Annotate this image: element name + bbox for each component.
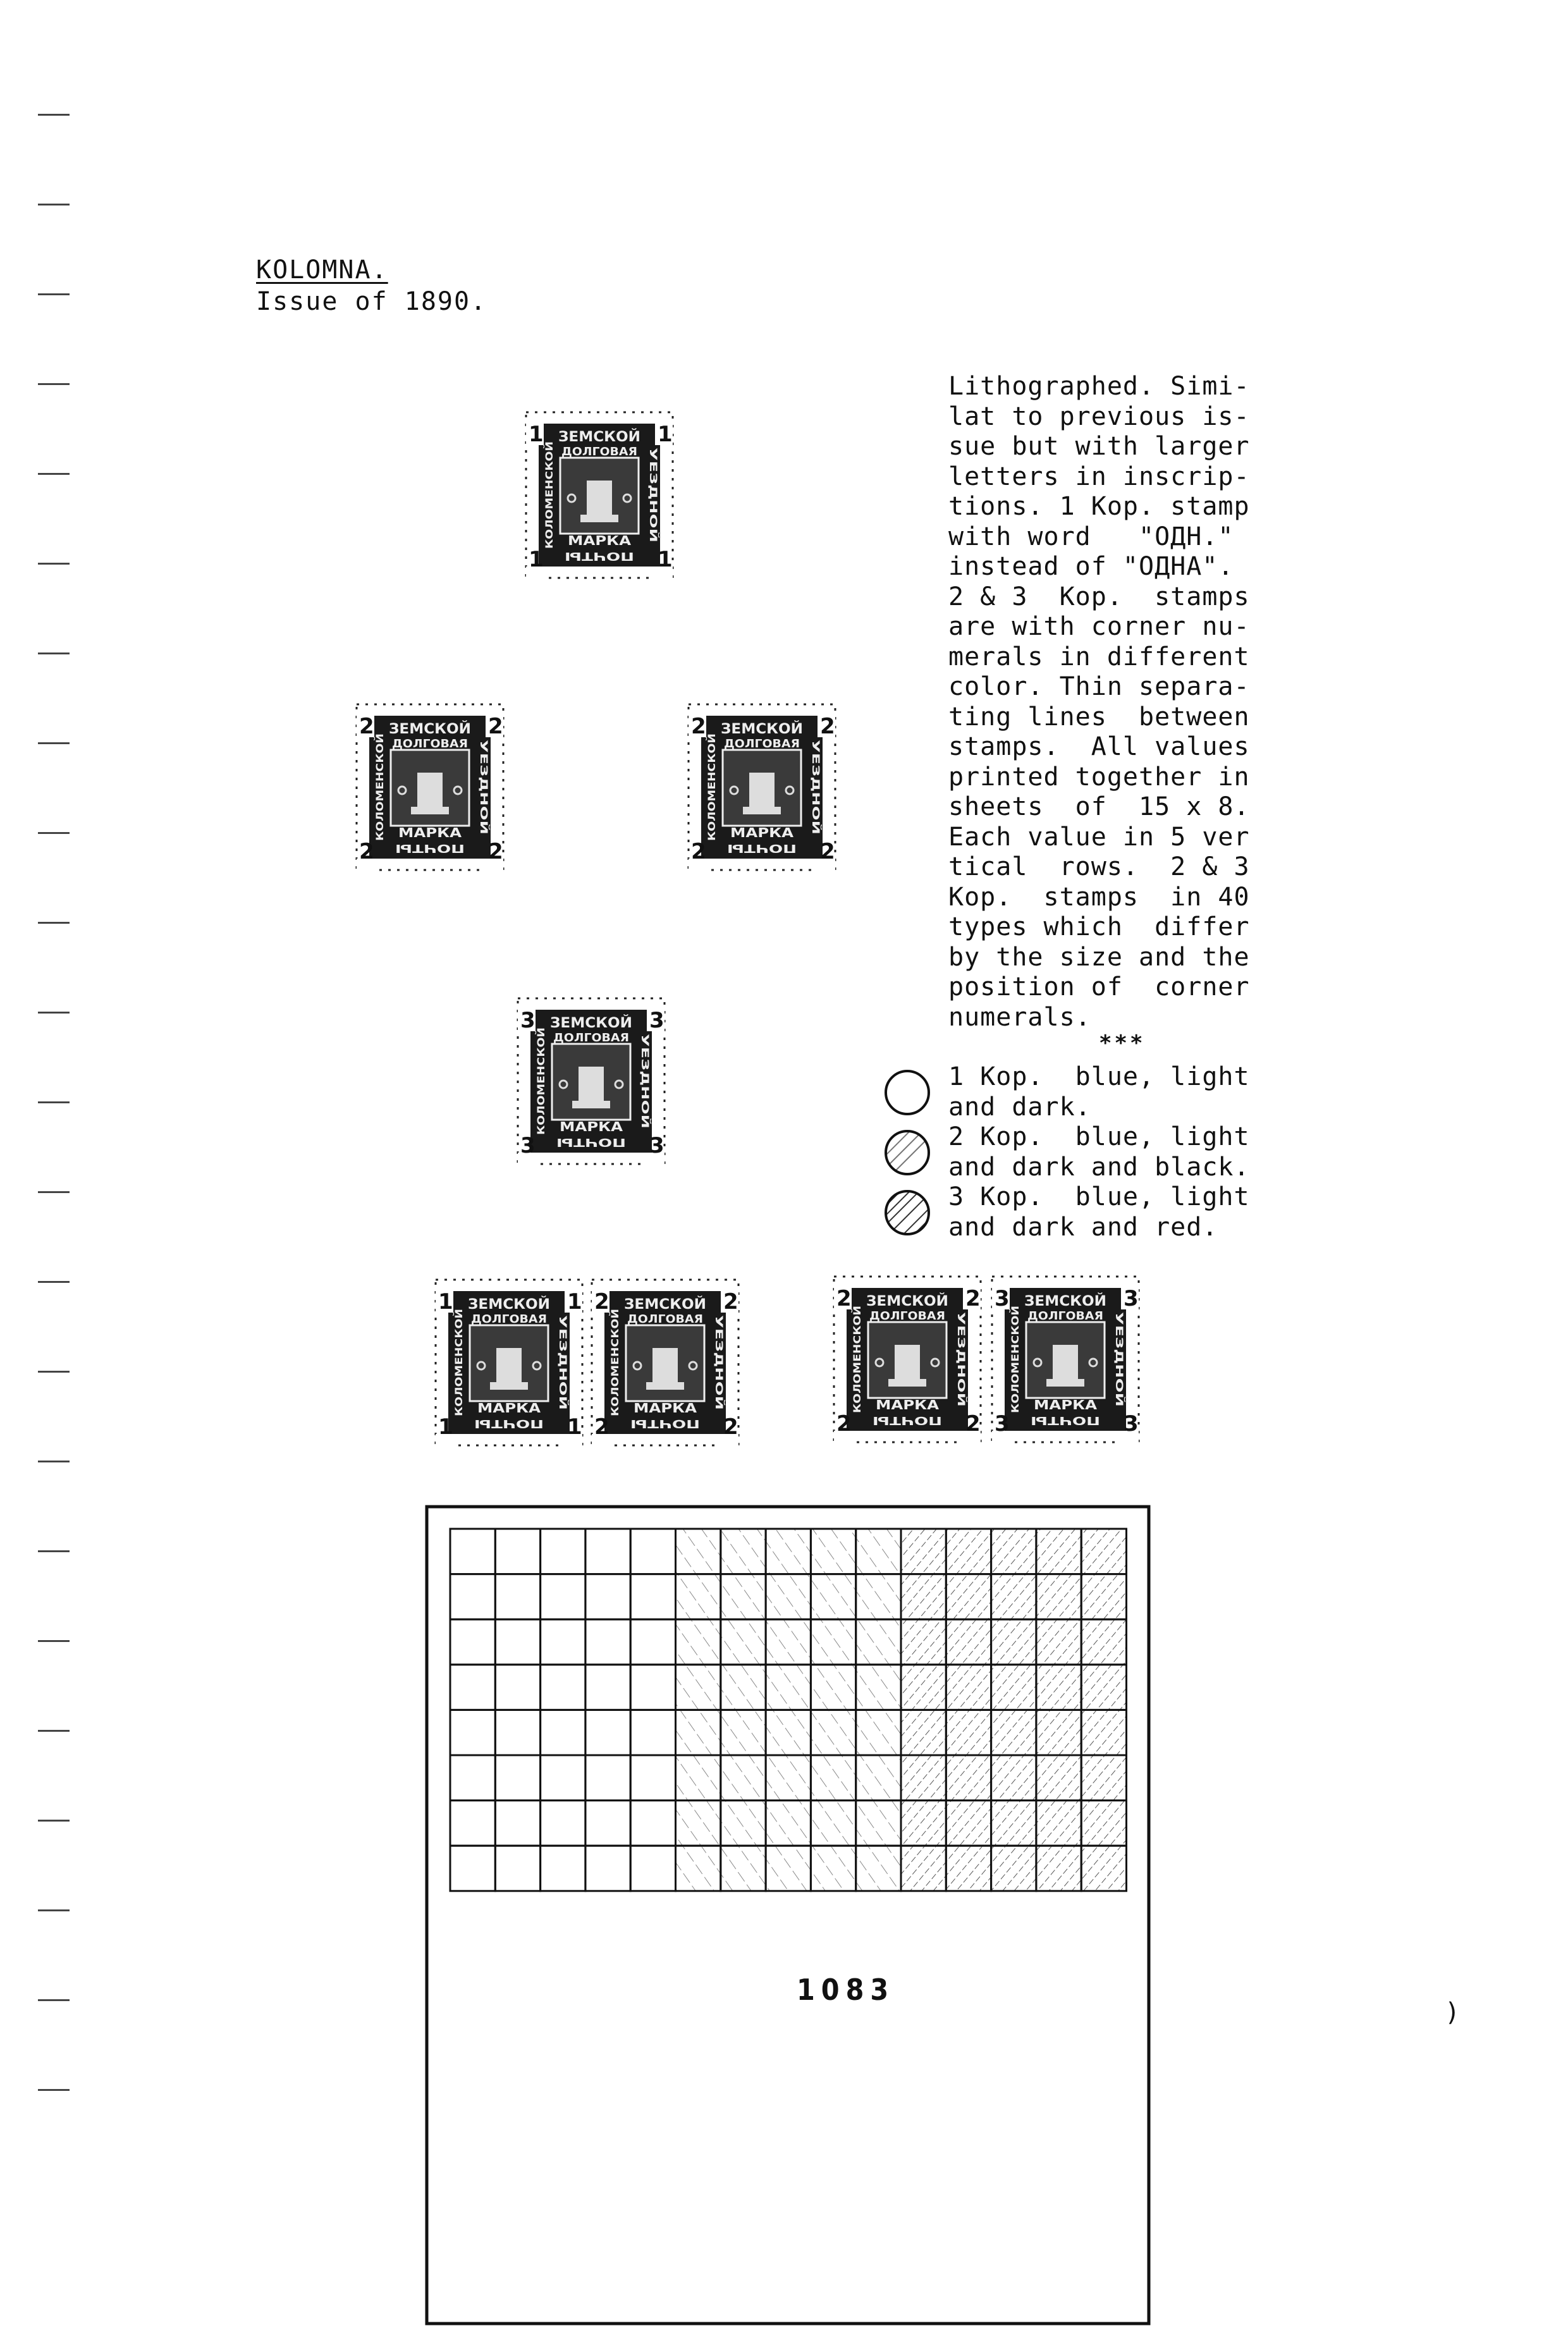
sheet-cell — [721, 1801, 766, 1846]
sheet-cell — [450, 1710, 495, 1755]
sheet-cell — [946, 1801, 991, 1846]
stamp-right-text: УЕЗДНОЙ — [557, 1315, 569, 1366]
sheet-cell — [856, 1801, 901, 1846]
sheet-grid — [425, 1505, 1151, 2325]
sheet-cell — [676, 1529, 721, 1574]
stamp-2kop-a — [354, 702, 506, 875]
sheet-cell — [541, 1846, 585, 1891]
sheet-cell — [721, 1755, 766, 1801]
sheet-cell — [495, 1846, 540, 1891]
tower-base — [888, 1379, 926, 1387]
sheet-cell — [946, 1755, 991, 1801]
stamp-left-text: КОЛОМЕНСКОЙ — [535, 1051, 547, 1135]
sheet-cell — [991, 1619, 1036, 1665]
margin-tick — [38, 832, 70, 834]
sheet-cell — [766, 1755, 811, 1801]
tower-emblem — [417, 773, 443, 807]
stamp-3kop — [515, 996, 667, 1169]
margin-tick — [38, 1550, 70, 1552]
stamp-image — [354, 702, 506, 873]
place-title: KOLOMNA. — [256, 255, 388, 285]
stamp-right-text: УЕЗДНОЙ — [810, 740, 822, 791]
corner-numeral: 2 — [965, 1411, 981, 1437]
sheet-cell — [495, 1529, 540, 1574]
sheet-cell — [541, 1619, 585, 1665]
sheet-cell — [901, 1619, 946, 1665]
sheet-cell — [946, 1619, 991, 1665]
stamp-left-text: КОЛОМЕНСКОЙ — [543, 465, 555, 549]
sheet-cell — [1081, 1755, 1126, 1801]
sheet-cell — [766, 1665, 811, 1710]
stamp-left-text: КОЛОМЕНСКОЙ — [609, 1333, 621, 1416]
issue-subtitle: Issue of 1890. — [256, 287, 487, 316]
sheet-cell — [585, 1846, 630, 1891]
sheet-cell — [1036, 1529, 1081, 1574]
sheet-cell — [811, 1846, 855, 1891]
sheet-cell — [1036, 1619, 1081, 1665]
stamp-inner-text: ПОЧТЫ — [395, 842, 465, 855]
corner-numeral: 2 — [691, 839, 706, 864]
stamp-image — [524, 410, 675, 580]
legend-item-2kop — [882, 1122, 1306, 1182]
corner-numeral: 2 — [594, 1289, 609, 1314]
sheet-cell — [946, 1665, 991, 1710]
sheet-cell — [946, 1846, 991, 1891]
stamp-right-text: УЕЗДНОЙ — [639, 1034, 651, 1085]
sheet-cell — [901, 1665, 946, 1710]
sheet-cell — [856, 1755, 901, 1801]
corner-numeral: 2 — [836, 1411, 852, 1437]
stamp-top-text: ЗЕМСКОЙ — [468, 1297, 539, 1313]
pair-stamp-3kop — [989, 1274, 1141, 1447]
margin-tick — [38, 1461, 70, 1462]
sheet-cell — [946, 1529, 991, 1574]
light-hatched-circle-icon — [882, 1127, 933, 1178]
sheet-cell — [901, 1574, 946, 1620]
sheet-cell — [676, 1574, 721, 1620]
stamp-middle-text: ДОЛГОВАЯ — [553, 1031, 629, 1045]
sheet-cell — [991, 1801, 1036, 1846]
sheet-cell — [676, 1619, 721, 1665]
margin-tick — [38, 114, 70, 116]
stamp-left-text: КОЛОМЕНСКОЙ — [453, 1333, 465, 1416]
stamp-middle-text: ДОЛГОВАЯ — [1027, 1309, 1103, 1323]
legend-label: 1 Kop. blue, light and dark. — [948, 1062, 1250, 1122]
corner-numeral: 2 — [836, 1286, 852, 1311]
sheet-cell — [991, 1846, 1036, 1891]
corner-numeral: 3 — [1124, 1411, 1139, 1437]
sheet-cell — [1081, 1710, 1126, 1755]
margin-tick — [38, 1909, 70, 1911]
margin-tick — [38, 1640, 70, 1642]
sheet-layout-diagram — [425, 1505, 1151, 2325]
sheet-cell — [450, 1755, 495, 1801]
corner-numeral: 3 — [1124, 1286, 1139, 1311]
sheet-cell — [1081, 1846, 1126, 1891]
stamp-top-text: ЗЕМСКОЙ — [866, 1294, 937, 1309]
sheet-cell — [856, 1665, 901, 1710]
stamp-right-text: УЕЗДНОЙ — [478, 740, 490, 791]
stamp-bottom-text: МАРКА — [730, 825, 794, 840]
sheet-cell — [541, 1574, 585, 1620]
sheet-cell — [676, 1710, 721, 1755]
stamp-middle-text: ДОЛГОВАЯ — [724, 737, 800, 750]
sheet-cell — [721, 1619, 766, 1665]
margin-tick — [38, 922, 70, 924]
sheet-cell — [901, 1755, 946, 1801]
sheet-cell — [811, 1801, 855, 1846]
sheet-cell — [585, 1619, 630, 1665]
sheet-cell — [585, 1710, 630, 1755]
sheet-cell — [630, 1710, 675, 1755]
stamp-top-text: ЗЕМСКОЙ — [558, 429, 629, 445]
sheet-cell — [1036, 1801, 1081, 1846]
margin-tick — [38, 204, 70, 205]
sheet-cell — [811, 1574, 855, 1620]
stamp-bottom-text: МАРКА — [876, 1397, 940, 1412]
corner-numeral: 3 — [995, 1411, 1010, 1437]
sheet-cell — [495, 1574, 540, 1620]
corner-numeral: 2 — [594, 1414, 609, 1440]
stamp-image — [831, 1274, 983, 1445]
corner-numeral: 2 — [359, 839, 374, 864]
corner-numeral: 1 — [567, 1414, 582, 1440]
stamp-top-text: ЗЕМСКОЙ — [624, 1297, 695, 1313]
sheet-cell — [901, 1710, 946, 1755]
dense-hatched-circle-icon — [882, 1187, 933, 1238]
margin-tick — [38, 563, 70, 565]
corner-numeral: 1 — [658, 422, 673, 447]
page-heading — [256, 254, 487, 317]
corner-numeral: 2 — [691, 714, 706, 739]
corner-numeral: 3 — [995, 1286, 1010, 1311]
sheet-cell — [991, 1529, 1036, 1574]
legend-item-1kop — [882, 1062, 1306, 1122]
sheet-cell — [630, 1665, 675, 1710]
stamp-2kop-b — [686, 702, 838, 875]
stamp-right-text: УЕЗДНОЙ — [713, 1315, 725, 1366]
sheet-cell — [901, 1529, 946, 1574]
tower-base — [490, 1382, 528, 1390]
corner-numeral: 3 — [520, 1008, 536, 1033]
margin-tick — [38, 2089, 70, 2091]
corner-numeral: 1 — [567, 1289, 582, 1314]
sheet-cell — [585, 1574, 630, 1620]
sheet-cell — [766, 1529, 811, 1574]
stamp-inner-text: ПОЧТЫ — [556, 1136, 626, 1149]
sheet-cell — [991, 1710, 1036, 1755]
margin-tick — [38, 383, 70, 385]
stamp-inner-text: ПОЧТЫ — [727, 842, 797, 855]
sheet-cell — [991, 1574, 1036, 1620]
sheet-cell — [676, 1755, 721, 1801]
corner-numeral: 3 — [649, 1008, 665, 1033]
stamp-right-text: УЕЗДНОЙ — [647, 448, 659, 499]
stamp-image — [686, 702, 838, 873]
margin-tick — [38, 1820, 70, 1822]
tower-base — [580, 515, 618, 522]
sheet-cell — [630, 1801, 675, 1846]
sheet-cell — [766, 1574, 811, 1620]
tower-base — [646, 1382, 684, 1390]
sheet-cell — [495, 1710, 540, 1755]
sheet-cell — [450, 1846, 495, 1891]
stamp-inner-text: ПОЧТЫ — [1031, 1414, 1100, 1427]
sheet-cell — [585, 1529, 630, 1574]
sheet-cell — [450, 1529, 495, 1574]
sheet-cell — [630, 1846, 675, 1891]
sheet-cell — [856, 1529, 901, 1574]
corner-numeral: 2 — [488, 839, 503, 864]
tower-base — [743, 807, 781, 814]
sheet-cell — [630, 1755, 675, 1801]
sheet-cell — [811, 1529, 855, 1574]
page-number: 1083 — [797, 1973, 895, 2007]
margin-tick — [38, 1012, 70, 1014]
sheet-cell — [856, 1710, 901, 1755]
tower-base — [572, 1101, 610, 1108]
sheet-cell — [495, 1665, 540, 1710]
sheet-cell — [541, 1529, 585, 1574]
corner-numeral: 2 — [820, 839, 835, 864]
stamp-bottom-text: МАРКА — [568, 533, 632, 548]
sheet-cell — [585, 1755, 630, 1801]
stamp-image — [433, 1277, 585, 1448]
margin-tick — [38, 1999, 70, 2001]
stamp-middle-text: ДОЛГОВАЯ — [869, 1309, 945, 1323]
tower-base — [411, 807, 449, 814]
stamp-left-text: КОЛОМЕНСКОЙ — [851, 1330, 863, 1413]
sheet-cell — [721, 1846, 766, 1891]
stamp-bottom-text: МАРКА — [398, 825, 462, 840]
stamp-left-text: КОЛОМЕНСКОЙ — [1009, 1330, 1021, 1413]
sheet-cell — [901, 1801, 946, 1846]
tower-base — [1046, 1379, 1084, 1387]
margin-tick — [38, 1191, 70, 1193]
sheet-cell — [495, 1619, 540, 1665]
sheet-cell — [1081, 1574, 1126, 1620]
stamp-bottom-text: МАРКА — [477, 1400, 541, 1416]
stamp-left-text: КОЛОМЕНСКОЙ — [706, 757, 718, 841]
margin-tick — [38, 652, 70, 654]
sheet-cell — [721, 1665, 766, 1710]
sheet-cell — [1036, 1574, 1081, 1620]
sheet-cell — [766, 1710, 811, 1755]
sheet-cell — [630, 1574, 675, 1620]
sheet-cell — [856, 1574, 901, 1620]
tower-emblem — [652, 1348, 678, 1382]
stamp-middle-text: ДОЛГОВАЯ — [392, 737, 468, 750]
sheet-cell — [630, 1529, 675, 1574]
sheet-cell — [946, 1710, 991, 1755]
sheet-cell — [766, 1619, 811, 1665]
stamp-inner-text: ПОЧТЫ — [630, 1417, 700, 1430]
corner-numeral: 3 — [520, 1133, 536, 1158]
sheet-cell — [676, 1665, 721, 1710]
corner-numeral: 2 — [359, 714, 374, 739]
margin-tick — [38, 293, 70, 295]
stamp-top-text: ЗЕМСКОЙ — [1024, 1294, 1095, 1309]
corner-numeral: 2 — [488, 714, 503, 739]
section-separator: *** — [1099, 1031, 1146, 1056]
sheet-cell — [1081, 1801, 1126, 1846]
sheet-cell — [1081, 1529, 1126, 1574]
tower-emblem — [587, 481, 612, 515]
sheet-cell — [585, 1665, 630, 1710]
corner-numeral: 1 — [438, 1414, 453, 1440]
sheet-cell — [721, 1529, 766, 1574]
sheet-cell — [676, 1801, 721, 1846]
pair-stamp-2kop-b — [831, 1274, 983, 1447]
margin-mark: ) — [1445, 1998, 1461, 2027]
tower-emblem — [579, 1067, 604, 1101]
sheet-cell — [450, 1665, 495, 1710]
sheet-cell — [541, 1801, 585, 1846]
margin-tick — [38, 1730, 70, 1732]
sheet-cell — [450, 1574, 495, 1620]
margin-tick — [38, 473, 70, 475]
stamp-middle-text: ДОЛГОВАЯ — [471, 1313, 547, 1326]
sheet-cell — [495, 1755, 540, 1801]
margin-tick — [38, 1371, 70, 1373]
corner-numeral: 1 — [529, 422, 544, 447]
sheet-cell — [495, 1801, 540, 1846]
stamp-middle-text: ДОЛГОВАЯ — [627, 1313, 703, 1326]
sheet-cell — [991, 1665, 1036, 1710]
issue-description: Lithographed. Simi- lat to previous is- sue but with larger letters in inscrip- tions. 1 Kop. stamp with word "ОДН." instead of "ОДНА". 2 & 3 Kop. stamps are with corner nu- merals in different color. Thin separa- ting lines between stamps. All values printed together in sheets of 15 x 8. Each value in 5 ver tical rows. 2 & 3 Kop. stamps in 40 types which differ by the size and the position of corner numerals. — [948, 372, 1250, 1032]
corner-numeral: 1 — [438, 1289, 453, 1314]
stamp-top-text: ЗЕМСКОЙ — [389, 721, 460, 737]
stamp-top-text: ЗЕМСКОЙ — [721, 721, 792, 737]
stamp-right-text: УЕЗДНОЙ — [955, 1312, 967, 1363]
sheet-cell — [766, 1801, 811, 1846]
sheet-cell — [766, 1846, 811, 1891]
sheet-cell — [1036, 1846, 1081, 1891]
sheet-cell — [1036, 1755, 1081, 1801]
legend-label: 3 Kop. blue, light and dark and red. — [948, 1182, 1250, 1242]
corner-numeral: 2 — [723, 1289, 738, 1314]
corner-numeral: 3 — [649, 1133, 665, 1158]
sheet-cell — [450, 1619, 495, 1665]
stamp-inner-text: ПОЧТЫ — [565, 549, 634, 563]
sheet-cell — [450, 1801, 495, 1846]
sheet-cell — [811, 1619, 855, 1665]
stamp-1kop — [524, 410, 675, 583]
tower-emblem — [895, 1345, 920, 1379]
sheet-cell — [1081, 1619, 1126, 1665]
corner-numeral: 1 — [658, 547, 673, 572]
corner-numeral: 2 — [723, 1414, 738, 1440]
sheet-cell — [541, 1665, 585, 1710]
legend-item-3kop — [882, 1182, 1306, 1242]
margin-tick — [38, 1101, 70, 1103]
sheet-cell — [721, 1710, 766, 1755]
sheet-cell — [856, 1619, 901, 1665]
sheet-cell — [541, 1755, 585, 1801]
sheet-cell — [811, 1665, 855, 1710]
corner-numeral: 1 — [529, 547, 544, 572]
legend-label: 2 Kop. blue, light and dark and black. — [948, 1122, 1250, 1182]
sheet-cell — [1036, 1665, 1081, 1710]
stamp-left-text: КОЛОМЕНСКОЙ — [374, 757, 386, 841]
tower-emblem — [1053, 1345, 1078, 1379]
stamp-inner-text: ПОЧТЫ — [873, 1414, 942, 1427]
tower-emblem — [496, 1348, 522, 1382]
sheet-cell — [856, 1846, 901, 1891]
sheet-cell — [901, 1846, 946, 1891]
sheet-cell — [1036, 1710, 1081, 1755]
pair-stamp-1kop — [433, 1277, 585, 1450]
sheet-cell — [541, 1710, 585, 1755]
margin-tick — [38, 1281, 70, 1283]
stamp-image — [589, 1277, 741, 1448]
margin-tick — [38, 742, 70, 744]
stamp-bottom-text: МАРКА — [634, 1400, 697, 1416]
stamp-inner-text: ПОЧТЫ — [474, 1417, 544, 1430]
corner-numeral: 2 — [965, 1286, 981, 1311]
stamp-image — [989, 1274, 1141, 1445]
stamp-right-text: УЕЗДНОЙ — [1113, 1312, 1125, 1363]
stamp-bottom-text: МАРКА — [560, 1119, 623, 1134]
tower-emblem — [749, 773, 775, 807]
sheet-cell — [946, 1574, 991, 1620]
stamp-top-text: ЗЕМСКОЙ — [550, 1015, 621, 1031]
sheet-cell — [676, 1846, 721, 1891]
empty-circle-icon — [882, 1067, 933, 1118]
stamp-image — [515, 996, 667, 1167]
sheet-cell — [811, 1755, 855, 1801]
stamp-middle-text: ДОЛГОВАЯ — [561, 445, 637, 458]
sheet-cell — [585, 1801, 630, 1846]
stamp-bottom-text: МАРКА — [1034, 1397, 1098, 1412]
sheet-cell — [1081, 1665, 1126, 1710]
pair-stamp-2kop — [589, 1277, 741, 1450]
sheet-cell — [811, 1710, 855, 1755]
sheet-cell — [991, 1755, 1036, 1801]
sheet-cell — [630, 1619, 675, 1665]
corner-numeral: 2 — [820, 714, 835, 739]
sheet-cell — [721, 1574, 766, 1620]
